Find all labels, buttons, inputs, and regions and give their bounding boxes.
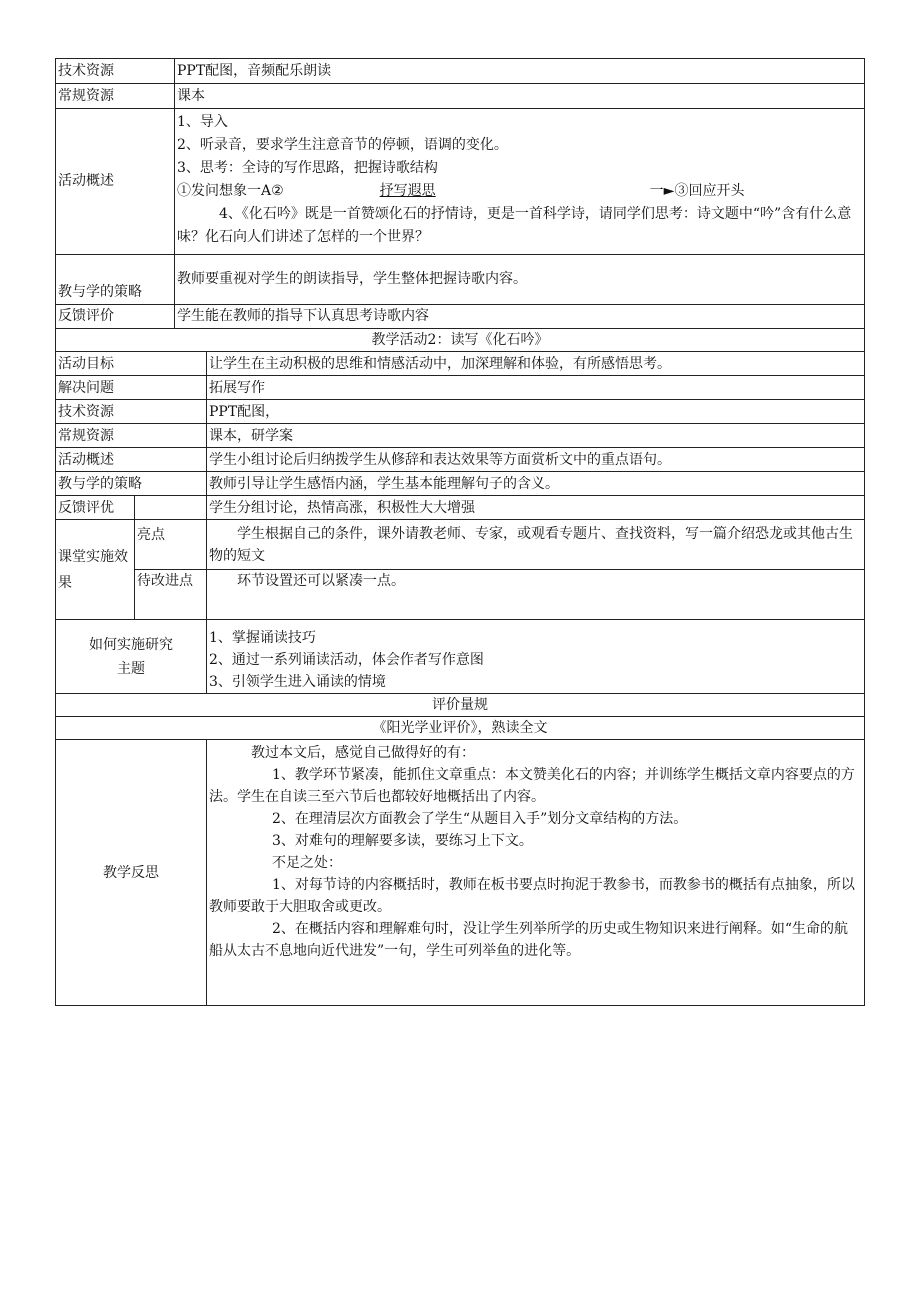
resources-table-part1 [55, 58, 865, 329]
evaluation-header: 评价量规 [56, 694, 865, 717]
overview-line-3: 3、思考：全诗的写作思路，把握诗歌结构 [177, 160, 438, 176]
highlight-value: 学生根据自己的条件，课外请教老师、专家，或观看专题片、查找资料，写一篇介绍恐龙或其他古生物的短文 [207, 520, 865, 570]
effect-label: 课堂实施效果 [56, 520, 135, 620]
regular-resource-label: 常规资源 [56, 84, 175, 109]
reflection-label: 教学反思 [56, 740, 207, 1006]
reflection-good-item: 1、教学环节紧凑，能抓住文章重点：本文赞美化石的内容；并训练学生概括文章内容要点的方法。学生在自读三至六节后也都较好地概括出了内容。 [209, 767, 855, 805]
reflection-lack-title: 不足之处： [272, 855, 342, 871]
row-value: 教师引导让学生感悟内涵，学生基本能理解句子的含义。 [207, 472, 865, 496]
activity2-title: 教学活动2：读写《化石吟》 [56, 329, 865, 352]
flow-start: ①发问想象一A② [177, 183, 284, 199]
strategy-value: 教师要重视对学生的朗读指导，学生整体把握诗歌内容。 [175, 255, 865, 305]
overview-question: 4、《化石吟》既是一首赞颂化石的抒情诗，更是一首科学诗，请同学们思考：诗文题中“吟”含有什么意味？化石向人们讲述了怎样的一个世界？ [177, 206, 852, 245]
research-items [207, 620, 865, 694]
improve-label: 待改进点 [135, 570, 207, 620]
row-label: 常规资源 [56, 424, 207, 448]
row-value: PPT配图， [207, 400, 865, 424]
row-label: 活动概述 [56, 448, 207, 472]
reflection-good-item: 3、对难句的理解要多读，要练习上下文。 [272, 833, 533, 849]
row-value: 学生分组讨论，热情高涨，积极性大大增强 [207, 496, 865, 520]
research-item: 2、通过一系列诵读活动，体会作者写作意图 [209, 652, 484, 668]
overview-line-2: 2、听录音，要求学生注意音节的停顿，语调的变化。 [177, 137, 508, 153]
overview-flow [177, 180, 862, 203]
reflection-lack-item: 2、在概括内容和理解难句时，没让学生列举所学的历史或生物知识来进行阐释。如“生命的航船从太古不息地向近代进发”一句，学生可列举鱼的进化等。 [209, 921, 849, 959]
reflection-intro: 教过本文后，感觉自己做得好的有： [251, 745, 475, 761]
research-item: 1、掌握诵读技巧 [209, 630, 316, 646]
regular-resource-value: 课本 [175, 84, 865, 109]
overview-cell [175, 109, 865, 255]
reflection-lack-item: 1、对每节诗的内容概括时，教师在板书要点时拘泥于教参书，而教参书的概括有点抽象，所以教师要敢于大胆取舍或更改。 [209, 877, 855, 915]
tech-resource-label: 技术资源 [56, 59, 175, 84]
flow-middle: 抒写遐思 [379, 183, 436, 199]
row-value: 课本，研学案 [207, 424, 865, 448]
row-label: 教与学的策略 [56, 472, 207, 496]
strategy-label: 教与学的策略 [56, 255, 175, 305]
row-value: 学生小组讨论后归纳拨学生从修辞和表达效果等方面赏析文中的重点语句。 [207, 448, 865, 472]
evaluation-value: 《阳光学业评价》，熟读全文 [56, 717, 865, 740]
tech-resource-value: PPT配图，音频配乐朗读 [175, 59, 865, 84]
research-label-text: 如何实施研究主题 [89, 636, 173, 677]
feedback-value: 学生能在教师的指导下认真思考诗歌内容 [175, 305, 865, 329]
flow-end: 一►③回应开头 [649, 183, 745, 199]
reflection-body [207, 740, 865, 1006]
overview-label: 活动概述 [56, 109, 175, 255]
row-label: 反馈评优 [56, 496, 135, 520]
feedback-label: 反馈评价 [56, 305, 175, 329]
row-value: 让学生在主动积极的思维和情感活动中，加深理解和体验，有所感悟思考。 [207, 352, 865, 376]
row-empty-cell [135, 496, 207, 520]
activity2-table [55, 328, 865, 1006]
row-label: 解决问题 [56, 376, 207, 400]
highlight-label: 亮点 [135, 520, 207, 570]
improve-value: 环节设置还可以紧凑一点。 [207, 570, 865, 620]
row-value: 拓展写作 [207, 376, 865, 400]
row-label: 活动目标 [56, 352, 207, 376]
reflection-good-item: 2、在理清层次方面教会了学生“从题目入手”划分文章结构的方法。 [272, 811, 688, 827]
research-label [56, 620, 207, 694]
row-label: 技术资源 [56, 400, 207, 424]
overview-line-1: 1、导入 [177, 114, 228, 130]
research-item: 3、引领学生进入诵读的情境 [209, 674, 386, 690]
